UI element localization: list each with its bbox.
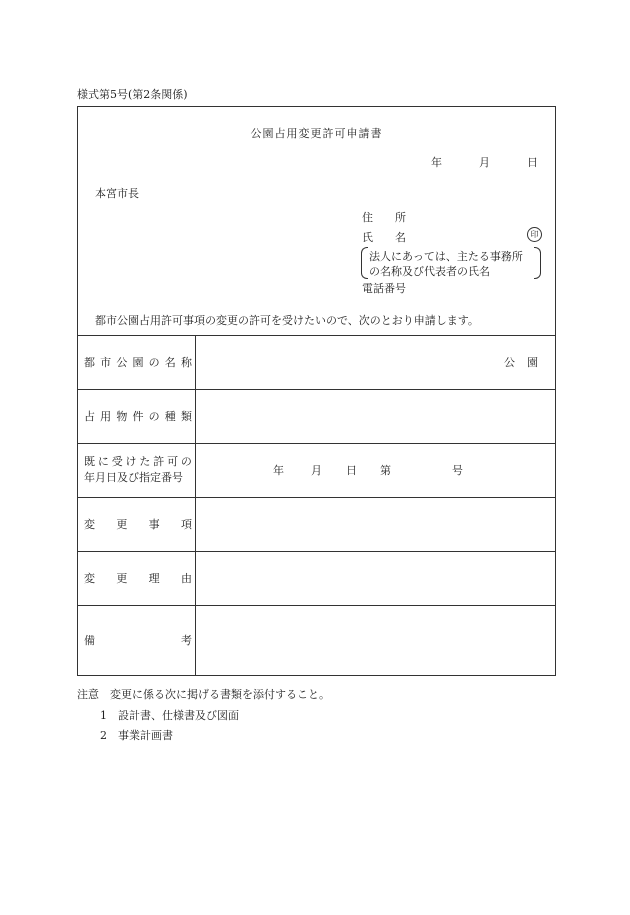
corporate-note [361, 247, 541, 278]
application-statement: 都市公園占用許可事項の変更の許可を受けたいので、次のとおり申請します。 [95, 314, 479, 327]
notes-item: 1 設計書、仕様書及び図面 [100, 709, 239, 722]
seal-icon: 印 [527, 227, 542, 242]
date-year: 年 [431, 156, 442, 169]
row-label-change-reason: 変 更 理 由 [84, 572, 192, 585]
row-label-object-type: 占 用 物 件 の 種 類 [84, 410, 192, 423]
permit-date-year: 年 [273, 464, 284, 477]
corporate-note-line1: 法人にあっては、主たる事務所 [369, 250, 523, 263]
row-label-change-items: 変 更 事 項 [84, 518, 192, 531]
application-form-frame [77, 106, 556, 676]
name-label: 氏 名 [362, 231, 406, 244]
date-day: 日 [527, 156, 538, 169]
divider [78, 335, 555, 336]
address-label: 住 所 [362, 211, 406, 224]
phone-label: 電話番号 [362, 282, 406, 295]
divider [78, 443, 555, 444]
divider [78, 605, 555, 606]
form-number-label: 様式第5号(第2条関係) [77, 88, 188, 101]
permit-date-day: 日 [346, 464, 357, 477]
date-line [431, 154, 538, 170]
form-title: 公園占用変更許可申請書 [250, 127, 383, 140]
park-name-suffix: 公 園 [504, 356, 538, 369]
corporate-note-line2: の名称及び代表者の氏名 [369, 265, 490, 278]
bracket-right [534, 247, 541, 279]
divider [78, 551, 555, 552]
column-divider [195, 335, 196, 675]
bracket-left [361, 247, 368, 279]
notes-heading: 注意 変更に係る次に掲げる書類を添付すること。 [77, 688, 330, 701]
divider [78, 497, 555, 498]
addressee: 本宮市長 [95, 187, 139, 200]
permit-no-prefix: 第 [380, 464, 391, 477]
permit-no-suffix: 号 [452, 464, 463, 477]
divider [78, 389, 555, 390]
permit-date-month: 月 [311, 464, 322, 477]
notes-item: 2 事業計画書 [100, 729, 173, 742]
date-month: 月 [479, 156, 490, 169]
row-label-previous-permit: 既 に 受 け た 許 可 の 年月日及び指定番号 [84, 455, 192, 484]
row-label-park-name: 都 市 公 園 の 名 称 [84, 356, 192, 369]
row-label-remarks: 備 考 [84, 634, 192, 647]
